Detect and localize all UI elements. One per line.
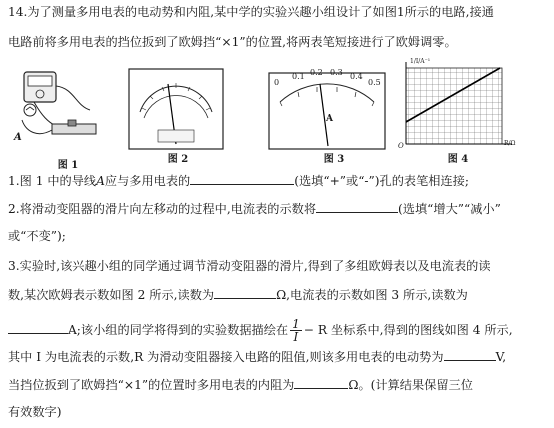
fraction-one-over-i: $\frac{1}{I}$ [292,317,300,344]
figure-2-ohmmeter [128,68,224,150]
fig4-origin: O [398,142,404,150]
answer-blank-4[interactable] [8,321,68,334]
answer-blank-3[interactable] [214,286,276,299]
answer-blank-6[interactable] [294,376,348,389]
question-3-line-6: 有效数字) [8,405,62,419]
question-3-line-5: 当挡位扳到了欧姆挡“×1”的位置时多用电表的内阻为 Ω。(计算结果保留三位 [8,378,473,392]
fig3-tick-0-5: 0.5 [368,78,381,87]
question-3-line-4: 其中 I 为电流表的示数,R 为滑动变阻器接入电路的阻值,则该多用电表的电动势为 V, [8,350,507,364]
figure-3-ammeter [268,68,386,150]
fig1-label-a: A [14,132,22,143]
fig4-ylabel: 1/I/A⁻¹ [410,58,431,65]
question-2-line-2: 或“不变”); [8,229,66,243]
linear-graph [396,60,520,154]
question-1: 1.图 1 中的导线A应与多用电表的 (选填“+”或“-”)孔的表笔相连接; [8,174,469,188]
circuit-diagram [12,66,110,158]
fig3-tick-0-3: 0.3 [330,68,343,77]
fig3-tick-0-1: 0.1 [292,72,305,81]
fig3-tick-0-4: 0.4 [350,72,363,81]
fig3-tick-0: 0 [274,78,280,87]
answer-blank-1[interactable] [190,172,294,185]
figure-1-circuit [12,66,110,158]
intro-line-2: 电路前将多用电表的挡位扳到了欧姆挡“×1”的位置,将两表笔短接进行了欧姆调零。 [8,35,457,49]
fig3-label-a: A [326,114,333,124]
ohmmeter-dial [128,68,224,150]
fig3-caption: 图 3 [323,154,345,165]
fig2-caption: 图 2 [167,154,189,165]
intro-line-1: 14.为了测量多用电表的电动势和内阻,某中学的实验兴趣小组设计了如图1所示的电路,接通 [8,5,494,19]
question-3-line-3: A;该小组的同学将得到的实验数据描绘在 $\frac{1}{I}$ − R 坐标系中,得到的图线如图 4 所示, [8,318,513,343]
figure-4-graph [396,60,520,154]
fig4-xlabel: R/Ω [504,140,516,147]
question-3-line-1: 3.实验时,该兴趣小组的同学通过调节滑动变阻器的滑片,得到了多组欧姆表以及电流表的读 [8,259,491,273]
fig1-caption: 图 1 [57,160,79,171]
fig3-tick-0-2: 0.2 [310,68,323,77]
answer-blank-2[interactable] [316,200,398,213]
fig4-caption: 图 4 [447,154,469,165]
answer-blank-5[interactable] [444,348,496,361]
question-2: 2.将滑动变阻器的滑片向左移动的过程中,电流表的示数将 (选填“增大”“减小” [8,202,501,216]
question-3-line-2: 数,某次欧姆表示数如图 2 所示,读数为 Ω,电流表的示数如图 3 所示,读数为 [8,288,468,302]
